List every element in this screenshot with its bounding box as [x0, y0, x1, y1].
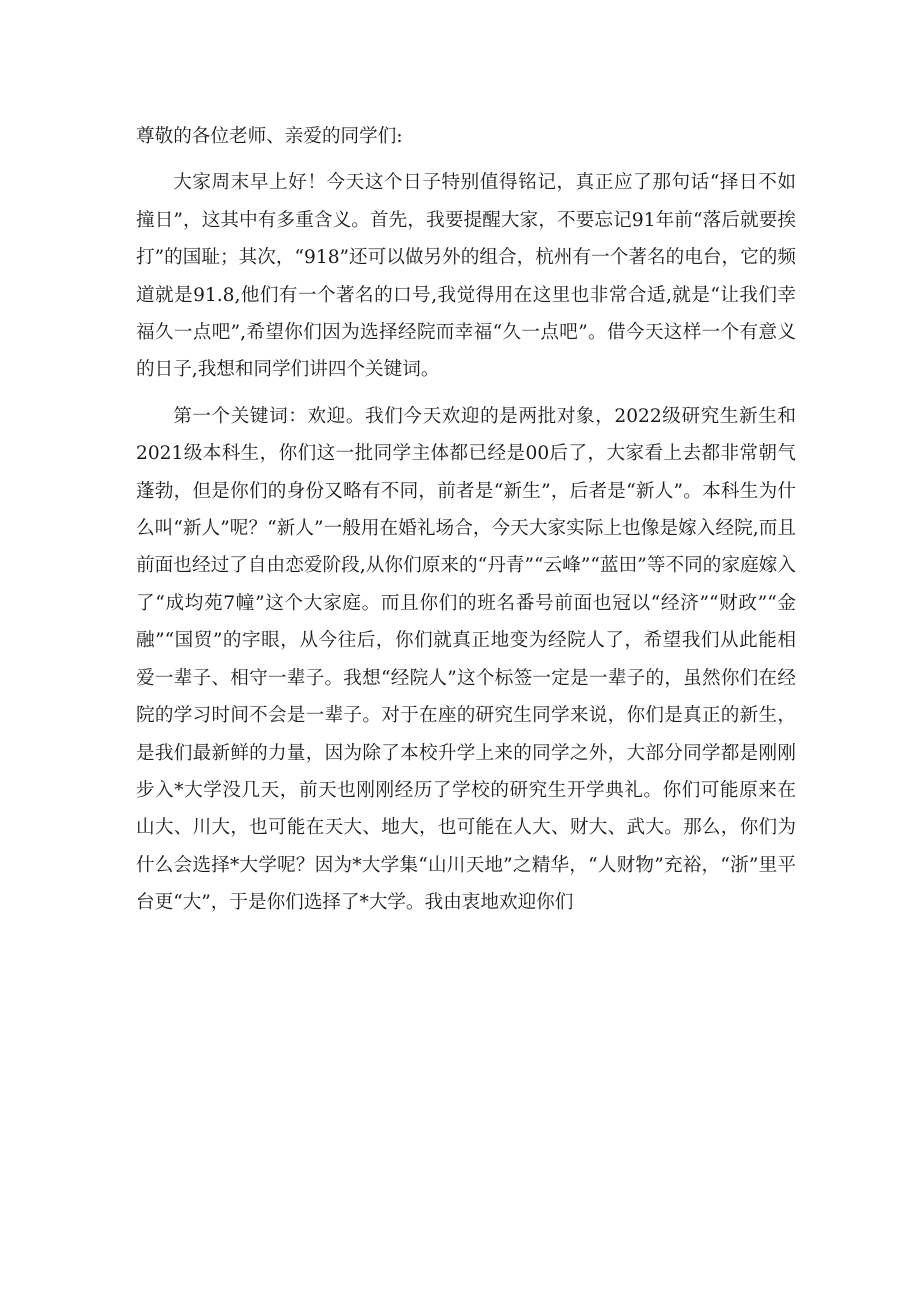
paragraph-greeting: 大家周末早上好！今天这个日子特别值得铭记，真正应了那句话“择日不如撞日”，这其中有多重含义。首先，我要提醒大家，不要忘记91年前“落后就要挨打”的国耻；其次，“918”还可以做另外的组合，杭州有一个著名的电台，它的频道就是91.8,他们有一个著名的口号,我觉得用在这里也非常合适,就是“让我们幸福久一点吧”,希望你们因为选择经院而幸福“久一点吧”。借今天这样一个有意义的日子,我想和同学们讲四个关键词。 [136, 172, 796, 381]
document-body [136, 118, 796, 931]
salutation: 尊敬的各位老师、亲爱的同学们: [136, 126, 403, 147]
paragraph-keyword-welcome: 第一个关键词：欢迎。我们今天欢迎的是两批对象，2022级研究生新生和2021级本科生，你们这一批同学主体都已经是00后了，大家看上去都非常朝气蓬勃，但是你们的身份又略有不同，前者是“新生”，后者是“新人”。本科生为什么叫“新人”呢？“新人”一般用在婚礼场合，今天大家实际上也像是嫁入经院,而且前面也经过了自由恋爱阶段,从你们原来的“丹青”“云峰”“蓝田”等不同的家庭嫁入了“成均苑7幢”这个大家庭。而且你们的班名番号前面也冠以“经济”“财政”“金融”“国贸”的字眼，从今往后，你们就真正地变为经院人了，希望我们从此能相爱一辈子、相守一辈子。我想“经院人”这个标签一定是一辈子的，虽然你们在经院的学习时间不会是一辈子。对于在座的研究生同学来说，你们是真正的新生，是我们最新鲜的力量，因为除了本校升学上来的同学之外，大部分同学都是刚刚步入*大学没几天，前天也刚刚经历了学校的研究生开学典礼。你们可能原来在山大、川大，也可能在天大、地大，也可能在人大、财大、武大。那么，你们为什么会选择*大学呢？因为*大学集“山川天地”之精华，“人财物”充裕，“浙”里平台更“大”，于是你们选择了*大学。我由衷地欢迎你们 [136, 405, 796, 914]
